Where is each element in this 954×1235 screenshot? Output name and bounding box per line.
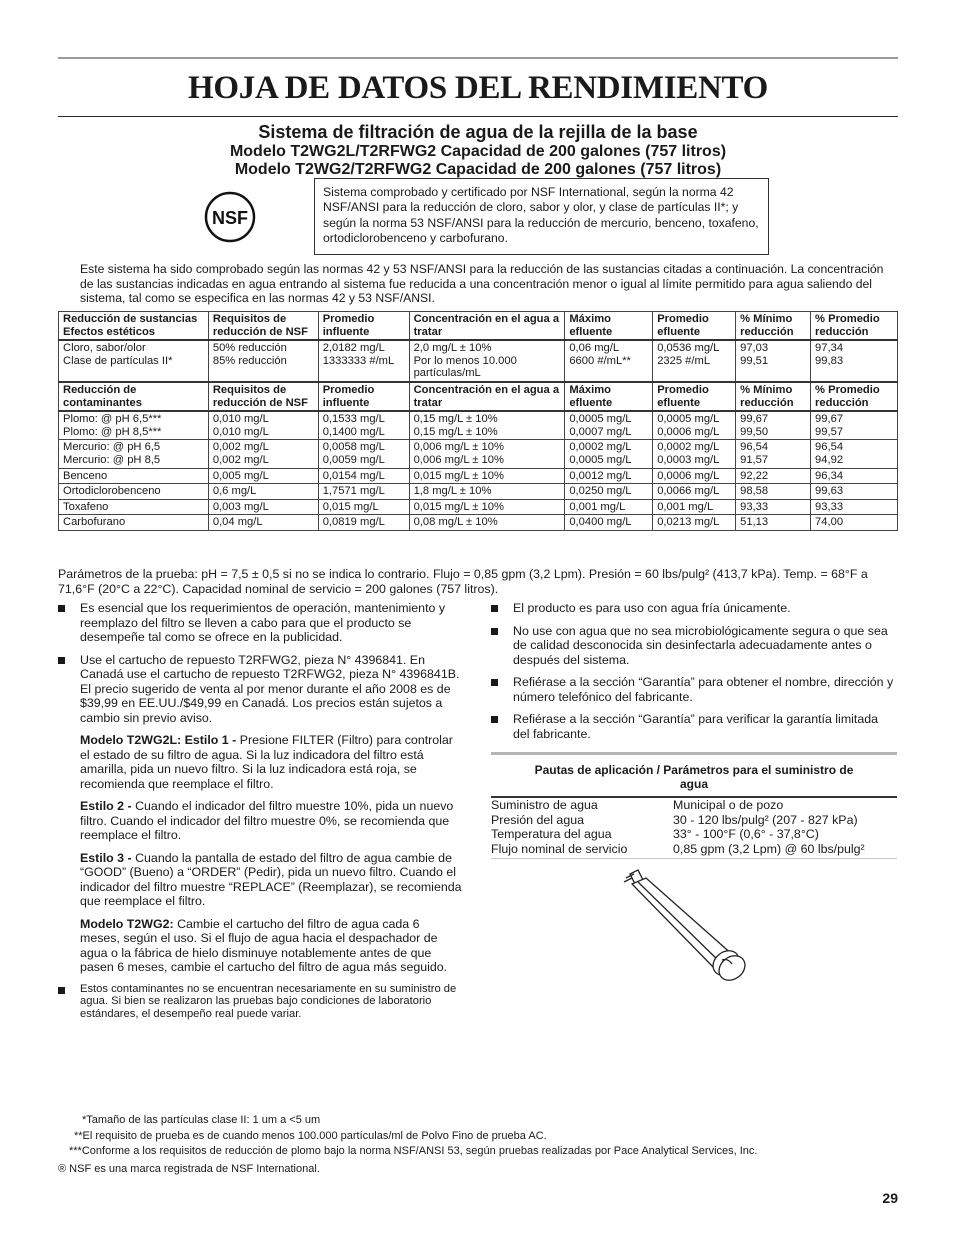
table-cell: 50% reducción 85% reducción	[208, 340, 318, 382]
table-cell: 0,0002 mg/L 0,0003 mg/L	[653, 440, 736, 468]
table-cell: 0,0819 mg/L	[318, 515, 409, 531]
table-cell: 99,67 99,57	[811, 411, 898, 440]
style-paragraph	[58, 917, 462, 975]
footnote: ***Conforme a los requisitos de reducción de plomo bajo la norma NSF/ANSI 53, según pruebas realizadas por Pace Analytical Services, Inc.	[69, 1145, 758, 1157]
system-subtitle: Sistema de filtración de agua de la rejilla de la base	[258, 122, 698, 142]
parameter-value: 0,85 gpm (3,2 Lpm) @ 60 lbs/pulg²	[673, 841, 865, 856]
table-cell: 96,34	[811, 468, 898, 484]
table-row	[59, 484, 898, 500]
table-cell: Mercurio: @ pH 6,5 Mercurio: @ pH 8,5	[59, 440, 209, 468]
table-cell: 0,0536 mg/L 2325 #/mL	[653, 340, 736, 382]
table-cell: Promedio efluente	[653, 312, 736, 341]
table-cell: 0,0012 mg/L	[565, 468, 653, 484]
table-cell: 1,8 mg/L ± 10%	[409, 484, 565, 500]
table-cell: 99,67 99,50	[736, 411, 811, 440]
parameter-value: 30 - 120 lbs/pulg² (207 - 827 kPa)	[673, 812, 858, 827]
nsf-logo-icon	[204, 191, 256, 243]
bullet-text: El producto es para uso con agua fría únicamente.	[513, 601, 791, 615]
certification-box: Sistema comprobado y certificado por NSF International, según la norma 42 NSF/ANSI para la reducción de cloro, sabor y olor, y clase de partículas II*; y según la norma 53 NSF/ANSI para la reducción de mercurio, benceno, toxafeno, ortodiclorobenceno y carbofurano.	[314, 178, 769, 255]
table-cell: 96,54 94,92	[811, 440, 898, 468]
bullet-square-icon	[491, 628, 498, 635]
parameter-label: Presión del agua	[491, 812, 584, 827]
table-cell: 0,010 mg/L 0,010 mg/L	[208, 411, 318, 440]
table-cell: 0,1533 mg/L 0,1400 mg/L	[318, 411, 409, 440]
style-paragraph	[58, 799, 462, 843]
bullet-text: Es esencial que los requerimientos de operación, mantenimiento y reemplazo del filtro se lleven a cabo para que el producto se desempeñe tal como se ofrece en la publicidad.	[80, 601, 446, 644]
table-cell: 92,22	[736, 468, 811, 484]
left-column	[58, 601, 462, 1029]
bullet-item	[491, 712, 897, 741]
style-label: Estilo 2 -	[80, 799, 132, 813]
table-cell: 97,34 99,83	[811, 340, 898, 382]
table-cell: 2,0 mg/L ± 10% Por lo menos 10.000 partículas/mL	[409, 340, 565, 382]
table-cell: 0,08 mg/L ± 10%	[409, 515, 565, 531]
style-label: Modelo T2WG2L: Estilo 1 -	[80, 733, 237, 747]
table-row	[59, 411, 898, 440]
table-cell: Plomo: @ pH 6,5*** Plomo: @ pH 8,5***	[59, 411, 209, 440]
table-cell: Reducción de sustancias Efectos estéticos	[59, 312, 209, 341]
performance-table	[58, 311, 898, 531]
table-cell: 96,54 91,57	[736, 440, 811, 468]
table-row	[59, 515, 898, 531]
parameter-label: Flujo nominal de servicio	[491, 841, 628, 856]
table-cell: Benceno	[59, 468, 209, 484]
table-cell: Cloro, sabor/olor Clase de partículas II*	[59, 340, 209, 382]
table-cell: Promedio influente	[318, 312, 409, 341]
table-header-row	[59, 382, 898, 411]
table-cell: Promedio influente	[318, 382, 409, 411]
table-cell: 0,0154 mg/L	[318, 468, 409, 484]
table-cell: 0,005 mg/L	[208, 468, 318, 484]
table-cell: 0,0005 mg/L 0,0007 mg/L	[565, 411, 653, 440]
right-column	[491, 601, 897, 749]
style-text: Cambie el cartucho del filtro de agua cada 6 meses, según el uso. Si el flujo de agua hacia el despachador de agua o la fábrica de hielo disminuye notablemente antes de que pasen 6 meses, cambie el cartucho del filtro de agua más seguido.	[80, 916, 448, 974]
bullet-text: Refiérase a la sección “Garantía” para verificar la garantía limitada del fabricante.	[513, 712, 879, 741]
table-cell: Toxafeno	[59, 499, 209, 515]
table-cell: % Promedio reducción	[811, 382, 898, 411]
table-cell: % Mínimo reducción	[736, 312, 811, 341]
table-cell: Ortodiclorobenceno	[59, 484, 209, 500]
bullet-text: Refiérase a la sección “Garantía” para obtener el nombre, dirección y número telefónico del fabricante.	[513, 675, 894, 704]
bullet-item	[58, 601, 462, 645]
table-row	[59, 440, 898, 468]
parameter-label: Temperatura del agua	[491, 827, 612, 841]
table-cell: 0,006 mg/L ± 10% 0,006 mg/L ± 10%	[409, 440, 565, 468]
model-line-1: Modelo T2WG2L/T2RFWG2 Capacidad de 200 galones (757 litros)	[229, 143, 727, 160]
test-parameters: Parámetros de la prueba: pH = 7,5 ± 0,5 si no se indica lo contrario. Flujo = 0,85 gpm (3,2 Lpm). Presión = 60 lbs/pulg² (413,7 kPa). Temp. = 68°F a 71,6°F (20°C a 22°C). Capacidad nominal de servicio = 200 galones (757 litros).	[58, 567, 868, 596]
style-text: Cuando el indicador del filtro muestre 10%, pida un nuevo filtro. Cuando el indicador del filtro muestre 0%, se recomienda que reemplace el filtro.	[80, 799, 454, 842]
table-cell: 97,03 99,51	[736, 340, 811, 382]
table-cell: 0,0002 mg/L 0,0005 mg/L	[565, 440, 653, 468]
top-rule	[58, 57, 898, 59]
footnote: **El requisito de prueba es de cuando menos 100.000 partículas/ml de Polvo Fino de prueba AC.	[74, 1130, 547, 1142]
bullet-text: Use el cartucho de repuesto T2RFWG2, pieza N° 4396841. En Canadá use el cartucho de repuesto T2RFWG2, pieza N° 4396841B. El precio sugerido de venta al por menor durante el año 2008 es de $39,99 en EE.UU./$49,99 en Canadá. Los precios están sujetos a cambio sin previo aviso.	[80, 652, 460, 725]
style-paragraph	[58, 851, 462, 909]
table-cell: 51,13	[736, 515, 811, 531]
table-cell: 0,003 mg/L	[208, 499, 318, 515]
style-text: Presione FILTER (Filtro) para controlar el estado de su filtro de agua. Si la luz indicadora del filtro está amarilla, pida un nuevo filtro. Si la luz indicadora está roja, se recomienda que reemplace el filtro.	[80, 733, 453, 791]
table-cell: 93,33	[736, 499, 811, 515]
table-cell: Máximo efluente	[565, 312, 653, 341]
table-cell: 2,0182 mg/L 1333333 #/mL	[318, 340, 409, 382]
table-cell: 0,015 mg/L ± 10%	[409, 468, 565, 484]
table-cell: % Promedio reducción	[811, 312, 898, 341]
parameter-row	[491, 813, 897, 828]
page-title: HOJA DE DATOS DEL RENDIMIENTO	[188, 70, 768, 106]
table-cell: 0,0006 mg/L	[653, 468, 736, 484]
table-header-row	[59, 312, 898, 341]
table-cell: 0,0058 mg/L 0,0059 mg/L	[318, 440, 409, 468]
table-cell: 0,002 mg/L 0,002 mg/L	[208, 440, 318, 468]
table-cell: % Mínimo reducción	[736, 382, 811, 411]
bullet-square-icon	[491, 716, 498, 723]
table-cell: 0,015 mg/L	[318, 499, 409, 515]
table-cell: Concentración en el agua a tratar	[409, 312, 565, 341]
bullet-square-icon	[491, 679, 498, 686]
parameter-row	[491, 798, 897, 813]
table-cell: Concentración en el agua a tratar	[409, 382, 565, 411]
table-cell: 0,15 mg/L ± 10% 0,15 mg/L ± 10%	[409, 411, 565, 440]
bullet-text: Estos contaminantes no se encuentran necesariamente en su suministro de agua. Si bien se realizaron las pruebas bajo condiciones de laboratorio estándares, el desempeño real puede variar.	[80, 982, 457, 1021]
table-row	[59, 468, 898, 484]
application-parameters-title: Pautas de aplicación / Parámetros para el suministro de agua	[534, 763, 854, 791]
model-line-2: Modelo T2WG2/T2RFWG2 Capacidad de 200 galones (757 litros)	[234, 161, 722, 178]
table-row	[59, 499, 898, 515]
footnote: ® NSF es una marca registrada de NSF International.	[58, 1163, 320, 1175]
style-paragraph	[58, 733, 462, 791]
bullet-text: No use con agua que no sea microbiológicamente segura o que sea de calidad desconocida sin desinfectarla adecuadamente antes o después del sistema.	[513, 623, 888, 667]
table-cell: 0,0250 mg/L	[565, 484, 653, 500]
table-cell: 0,0400 mg/L	[565, 515, 653, 531]
table-cell: 93,33	[811, 499, 898, 515]
table-cell: Carbofurano	[59, 515, 209, 531]
table-cell: 1,7571 mg/L	[318, 484, 409, 500]
style-text: Cuando la pantalla de estado del filtro de agua cambie de “GOOD” (Bueno) a “ORDER” (Pedir), pida un nuevo filtro. Cuando el indicador del filtro muestre “REPLACE” (Reemplazar), se recomienda que reemplace el filtro.	[80, 850, 462, 908]
table-cell: 99,63	[811, 484, 898, 500]
filter-cartridge-icon	[612, 868, 762, 988]
table-cell: 0,015 mg/L ± 10%	[409, 499, 565, 515]
application-parameters-box	[491, 752, 897, 859]
bullet-square-icon	[58, 987, 65, 994]
box-bottom-rule	[491, 858, 897, 859]
bullet-square-icon	[58, 605, 65, 612]
nsf-logo-text: NSF	[212, 208, 248, 228]
parameter-row	[491, 827, 897, 842]
table-cell: 0,04 mg/L	[208, 515, 318, 531]
footnote: *Tamaño de las partículas clase II: 1 um a <5 um	[82, 1114, 321, 1126]
table-cell: 0,001 mg/L	[653, 499, 736, 515]
table-cell: Requisitos de reducción de NSF	[208, 382, 318, 411]
table-row	[59, 340, 898, 382]
table-cell: 98,58	[736, 484, 811, 500]
page-number: 29	[882, 1190, 898, 1206]
table-cell: Requisitos de reducción de NSF	[208, 312, 318, 341]
bullet-item	[491, 624, 897, 668]
table-cell: 0,6 mg/L	[208, 484, 318, 500]
bullet-item	[58, 653, 462, 726]
parameter-value: Municipal o de pozo	[673, 798, 784, 812]
table-cell: 0,0213 mg/L	[653, 515, 736, 531]
parameter-value: 33° - 100°F (0,6° - 37,8°C)	[673, 827, 819, 841]
style-label: Estilo 3 -	[80, 850, 132, 865]
table-cell: 0,06 mg/L 6600 #/mL**	[565, 340, 653, 382]
table-cell: 0,001 mg/L	[565, 499, 653, 515]
parameter-label: Suministro de agua	[491, 798, 598, 812]
table-cell: 0,0005 mg/L 0,0006 mg/L	[653, 411, 736, 440]
table-cell: Máximo efluente	[565, 382, 653, 411]
bullet-square-icon	[58, 657, 65, 664]
bullet-item	[491, 675, 897, 704]
table-cell: 0,0066 mg/L	[653, 484, 736, 500]
bullet-item	[58, 983, 462, 1021]
bullet-item	[491, 601, 897, 616]
title-rule	[58, 116, 898, 117]
parameter-row	[491, 842, 897, 857]
style-label: Modelo T2WG2:	[80, 916, 174, 931]
bullet-square-icon	[491, 605, 498, 612]
table-cell: Reducción de contaminantes	[59, 382, 209, 411]
table-cell: 74,00	[811, 515, 898, 531]
table-cell: Promedio efluente	[653, 382, 736, 411]
intro-paragraph: Este sistema ha sido comprobado según las normas 42 y 53 NSF/ANSI para la reducción de las sustancias citadas a continuación. La concentración de las sustancias indicadas en agua entrando al sistema fue reducida a una concentración menor o igual al límite permitido para agua saliendo del sistema, tal como se especifica en las normas 42 y 53 NSF/ANSI.	[80, 262, 884, 305]
